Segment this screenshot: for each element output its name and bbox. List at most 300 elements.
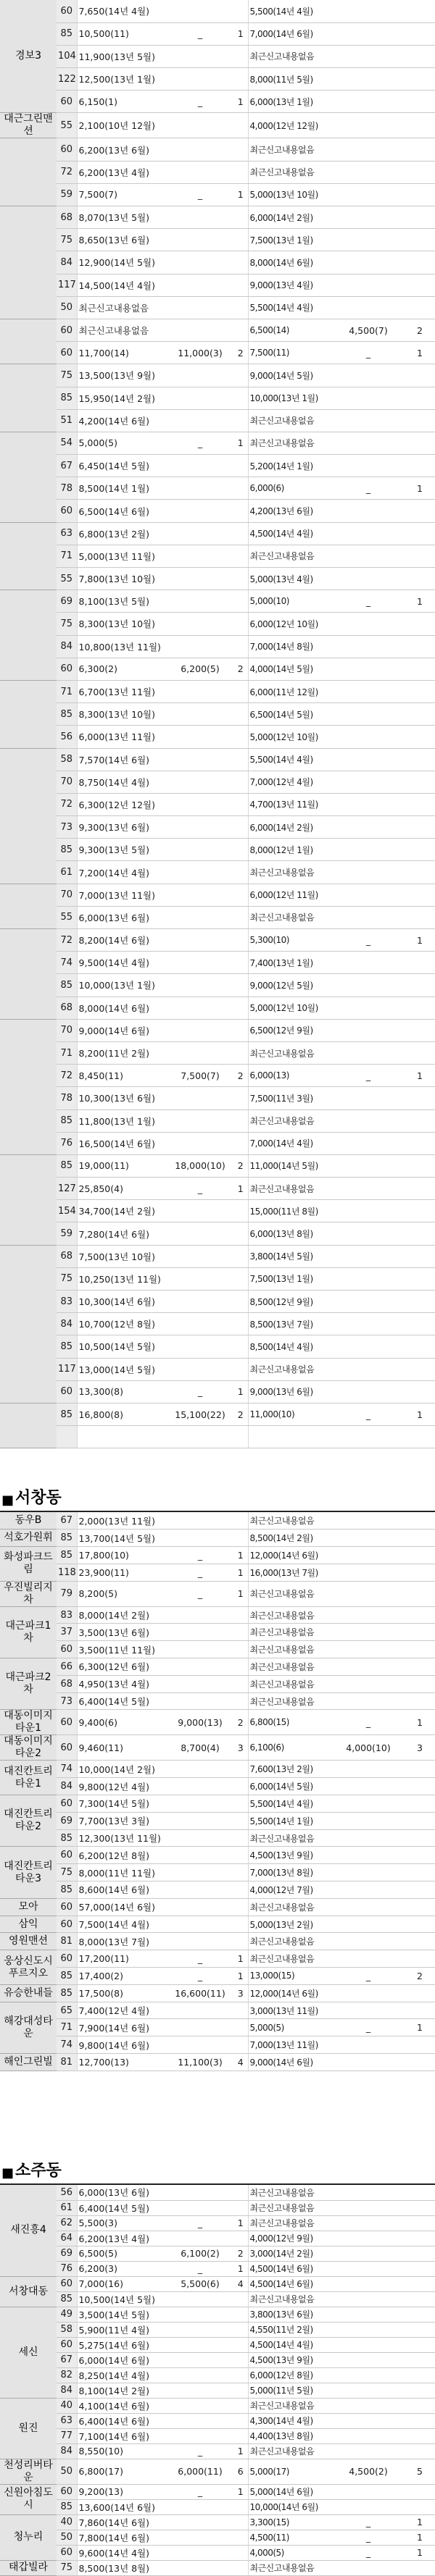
sale-low-cell [167,2231,233,2246]
lease-price-cell: 최근신고내용없음 [248,2398,332,2413]
sale-price-cell: 11,700(14) [77,342,167,364]
sale-price-cell: 5,500(3) [77,2215,167,2231]
complex-name: 대근파크1차 [0,1606,57,1658]
sale-price-cell: 23,900(11) [77,1564,167,1581]
sale-low-cell [167,409,233,432]
sale-price-cell: 7,500(7) [77,183,167,206]
complex-name: 우진빌리지차 [0,1581,57,1606]
lease-low-cell [332,1178,405,1200]
area-cell: 85 [57,1109,77,1132]
sale-low-cell: 6,000(11) [167,2459,233,2484]
lease-price-cell: 5,000(12년 10월) [248,997,332,1019]
sale-count-cell [233,1692,248,1710]
table-row [0,1658,435,1676]
lease-price-cell: 7,000(14년 4월) [248,1132,332,1154]
lease-price-cell: 5,300(10) [248,929,332,952]
sale-low-cell [167,1606,233,1624]
lease-count-cell: 1 [405,2019,435,2036]
area-cell: 84 [57,1778,77,1795]
lease-price-cell: 6,800(15) [248,1710,332,1735]
sale-count-cell [233,1426,248,1448]
lease-count-cell [405,2560,435,2575]
table-row [0,2307,435,2322]
lease-low-cell [332,296,405,319]
lease-low-cell [332,816,405,839]
sale-count-cell [233,997,248,1019]
lease-price-cell: 10,000(13년 1월) [248,387,332,409]
table-row [0,1864,435,1881]
sale-count-cell: 1 [233,1547,248,1564]
section-seochang [0,1474,435,2071]
lease-low-cell [332,1933,405,1950]
sale-price-cell: 최근신고내용없음 [77,319,167,341]
sale-low-cell: 11,000(3) [167,342,233,364]
lease-count-cell [405,2215,435,2231]
complex-name [0,929,57,1020]
sale-price-cell: 34,700(14년 2월) [77,1200,167,1222]
area-cell: 68 [57,997,77,1019]
sale-low-cell [167,0,233,22]
sale-count-cell [233,861,248,884]
sale-count-cell [233,2019,248,2036]
sale-low-cell [167,2413,233,2428]
sale-low-cell: _ [167,1950,233,1968]
lease-price-cell: 6,100(6) [248,1735,332,1761]
table-row [0,455,435,477]
sale-count-cell [233,477,248,500]
sale-low-cell [167,2002,233,2019]
sale-count-cell: 6 [233,2459,248,2484]
lease-count-cell [405,2322,435,2337]
lease-low-cell [332,2185,405,2200]
lease-price-cell: 최근신고내용없음 [248,1358,332,1380]
sale-price-cell: 7,000(16) [77,2276,167,2291]
sale-low-cell [167,1041,233,1064]
lease-low-cell [332,138,405,161]
sale-count-cell [233,2036,248,2054]
lease-low-cell [332,952,405,974]
area-cell: 78 [57,477,77,500]
sale-price-cell: 13,600(14년 6월) [77,2499,167,2514]
lease-count-cell [405,91,435,113]
table-row [0,1087,435,1109]
lease-count-cell [405,2231,435,2246]
sale-price-cell: 8,300(13년 10월) [77,613,167,635]
sale-count-cell [233,45,248,67]
sale-price-cell: 9,800(12년 4월) [77,1778,167,1795]
sale-price-cell: 6,000(13년 6월) [77,906,167,928]
sale-low-cell [167,500,233,522]
table-row [0,161,435,183]
sale-count-cell [233,455,248,477]
lease-low-cell [332,1041,405,1064]
sale-low-cell [167,1864,233,1881]
lease-count-cell [405,1564,435,1581]
sale-price-cell: 17,200(11) [77,1950,167,1968]
lease-price-cell: 최근신고내용없음 [248,906,332,928]
sale-count-cell [233,974,248,997]
table-row [0,2484,435,2499]
complex-name [0,522,57,590]
lease-low-cell [332,1658,405,1676]
sale-price-cell: 10,250(13년 11월) [77,1267,167,1290]
lease-price-cell: 4,500(14년 6월) [248,2276,332,2291]
lease-count-cell [405,2337,435,2352]
lease-count-cell: 2 [405,1968,435,1985]
sale-count-cell: 1 [233,1380,248,1403]
sale-price-cell [77,1426,167,1448]
lease-low-cell [332,793,405,815]
complex-name: 동우B [0,1512,57,1530]
table-row [0,342,435,364]
sale-count-cell [233,409,248,432]
sale-low-cell [167,1512,233,1530]
lease-low-cell: _ [332,1968,405,1985]
area-cell: 55 [57,906,77,928]
sale-price-cell: 6,300(12년 6월) [77,1658,167,1676]
lease-low-cell [332,2367,405,2383]
lease-price-cell: 10,000(14년 6월) [248,2499,332,2514]
area-cell: 59 [57,183,77,206]
area-cell: 84 [57,635,77,658]
sale-low-cell [167,974,233,997]
lease-price-cell: 5,000(12년 10월) [248,726,332,748]
sale-price-cell: 6,700(13년 11월) [77,680,167,702]
lease-price-cell: 13,000(15) [248,1968,332,1985]
area-cell: 61 [57,861,77,884]
complex-name: 천성리버타운 [0,2459,57,2484]
area-cell: 69 [57,2246,77,2261]
sale-low-cell [167,1087,233,1109]
sale-price-cell: 7,650(14년 4월) [77,0,167,22]
lease-low-cell [332,2246,405,2261]
sale-price-cell: 8,750(14년 4월) [77,771,167,793]
area-cell: 60 [57,1380,77,1403]
lease-price-cell: 6,500(12년 9월) [248,1019,332,1041]
lease-price-cell: 12,000(14년 6월) [248,1547,332,1564]
lease-count-cell [405,2261,435,2276]
area-cell: 65 [57,2002,77,2019]
lease-count-cell [405,906,435,928]
lease-low-cell [332,455,405,477]
sale-low-cell [167,929,233,952]
table-row [0,91,435,113]
area-cell: 75 [57,1864,77,1881]
table-row [0,2530,435,2545]
lease-count-cell [405,1222,435,1245]
area-cell: 60 [57,1916,77,1933]
table-row [0,1530,435,1547]
sale-low-cell [167,613,233,635]
area-cell: 72 [57,1065,77,1087]
sale-count-cell [233,771,248,793]
table-row [0,1380,435,1403]
sale-low-cell [167,2200,233,2215]
sale-low-cell [167,906,233,928]
table-row [0,1847,435,1864]
sale-price-cell: 7,400(12년 4월) [77,2002,167,2019]
area-cell: 78 [57,1087,77,1109]
area-cell: 84 [57,2443,77,2459]
sale-count-cell [233,2560,248,2575]
sale-low-cell [167,748,233,771]
sale-count-cell: 1 [233,432,248,454]
lease-low-cell [332,884,405,906]
lease-count-cell [405,138,435,161]
sale-count-cell [233,748,248,771]
area-cell: 83 [57,1606,77,1624]
lease-low-cell [332,2276,405,2291]
area-cell: 50 [57,2530,77,2545]
sale-price-cell: 10,500(11) [77,22,167,45]
sale-low-cell [167,1245,233,1267]
sale-price-cell: 7,900(14년 6월) [77,2019,167,2036]
sale-count-cell [233,2322,248,2337]
lease-price-cell: 7,600(13년 2월) [248,1761,332,1778]
lease-price-cell: 11,000(14년 5월) [248,1154,332,1177]
lease-count-cell [405,229,435,251]
sale-low-cell [167,1335,233,1358]
sale-count-cell [233,500,248,522]
sale-price-cell: 4,200(14년 6월) [77,409,167,432]
sale-low-cell [167,1795,233,1813]
lease-low-cell [332,1245,405,1267]
sale-count-cell: 2 [233,1065,248,1087]
sale-price-cell: 12,900(14년 5월) [77,251,167,274]
lease-price-cell: 6,000(13) [248,1065,332,1087]
lease-count-cell [405,1335,435,1358]
lease-price-cell: 5,000(10) [248,590,332,613]
sale-low-cell [167,2545,233,2560]
lease-low-cell [332,2291,405,2307]
lease-count-cell [405,635,435,658]
table-row [0,432,435,454]
lease-low-cell [332,206,405,229]
table-row [0,1403,435,1425]
complex-name: 대근그린맨션 [0,113,57,138]
section-heading [0,1474,435,1512]
lease-low-cell: _ [332,1710,405,1735]
lease-low-cell [332,229,405,251]
lease-price-cell: 8,000(14년 6월) [248,251,332,274]
table-row [0,1547,435,1564]
lease-low-cell [332,1761,405,1778]
lease-price-cell: 최근신고내용없음 [248,2215,332,2231]
lease-low-cell [332,1950,405,1968]
table-row [0,1898,435,1916]
lease-price-cell: 5,500(14년 4월) [248,1795,332,1813]
area-cell: 60 [57,1735,77,1761]
lease-price-cell: 4,500(13년 9월) [248,1847,332,1864]
sale-low-cell [167,296,233,319]
sale-count-cell [233,1761,248,1778]
sale-count-cell [233,364,248,387]
sale-low-cell [167,726,233,748]
table-row [0,1950,435,1968]
table-row [0,45,435,67]
table-row [0,2459,435,2484]
table-row [0,1358,435,1380]
lease-low-cell [332,2560,405,2575]
sale-count-cell [233,545,248,567]
sale-price-cell: 19,000(11) [77,1154,167,1177]
sale-count-cell [233,1864,248,1881]
complex-name [0,319,57,364]
sale-price-cell: 10,300(14년 6월) [77,1291,167,1313]
table-row [0,319,435,341]
complex-name: 대진칸트리타운1 [0,1761,57,1795]
lease-low-cell [332,22,405,45]
sale-low-cell [167,1530,233,1547]
sale-price-cell: 4,100(14년 6월) [77,2398,167,2413]
area-cell: 85 [57,839,77,861]
lease-count-cell [405,2002,435,2019]
lease-low-cell [332,1778,405,1795]
lease-low-cell [332,1864,405,1881]
sale-price-cell: 3,500(13년 6월) [77,1624,167,1641]
area-cell: 60 [57,1950,77,1968]
complex-name: 화성파크드림 [0,1547,57,1582]
table-row [0,1710,435,1735]
complex-name: 모아 [0,1898,57,1916]
sale-price-cell: 17,400(2) [77,1968,167,1985]
table-row [0,2246,435,2261]
sale-low-cell [167,1778,233,1795]
sale-price-cell: 8,100(13년 5월) [77,590,167,613]
lease-price-cell: 최근신고내용없음 [248,1581,332,1606]
complex-name: 해강대성타운 [0,2002,57,2053]
lease-count-cell [405,522,435,545]
lease-price-cell: 6,000(14년 2월) [248,816,332,839]
sale-price-cell: 9,800(14년 6월) [77,2036,167,2054]
complex-name: 대근파크2차 [0,1658,57,1710]
table-row [0,1624,435,1641]
lease-count-cell [405,432,435,454]
lease-count-cell [405,2307,435,2322]
sale-low-cell: _ [167,2261,233,2276]
lease-low-cell [332,2200,405,2215]
sale-count-cell: 1 [233,2484,248,2499]
sale-count-cell [233,1641,248,1658]
sale-count-cell [233,1881,248,1899]
sale-price-cell: 6,300(12년 12월) [77,793,167,815]
sale-price-cell: 6,300(2) [77,658,167,680]
area-cell: 75 [57,613,77,635]
lease-count-cell [405,1864,435,1881]
square-bullet-icon: ■ [1,1493,14,1508]
lease-price-cell: 6,500(14) [248,319,332,341]
price-table [0,1512,435,2071]
lease-low-cell [332,1109,405,1132]
area-cell: 84 [57,1313,77,1335]
table-row [0,1245,435,1267]
sale-low-cell [167,2036,233,2054]
sale-low-cell: 11,100(3) [167,2054,233,2071]
lease-low-cell [332,703,405,726]
lease-count-cell [405,2352,435,2367]
lease-price-cell: 4,200(13년 6월) [248,500,332,522]
sale-price-cell: 6,000(13년 6월) [77,2185,167,2200]
table-row [0,183,435,206]
lease-count-cell [405,2443,435,2459]
lease-low-cell [332,1641,405,1658]
lease-count-cell [405,2428,435,2443]
lease-price-cell: 6,000(12년 8월) [248,2367,332,2383]
sale-price-cell: 8,000(13년 7월) [77,1933,167,1950]
table-row [0,1606,435,1624]
lease-price-cell: 최근신고내용없음 [248,2200,332,2215]
table-row [0,522,435,545]
lease-low-cell [332,2337,405,2352]
sale-count-cell [233,1019,248,1041]
sale-low-cell [167,1761,233,1778]
sale-price-cell: 6,500(5) [77,2246,167,2261]
lease-price-cell: 15,000(11년 8월) [248,1200,332,1222]
sale-count-cell [233,1812,248,1829]
sale-price-cell: 14,500(14년 4월) [77,274,167,296]
sale-count-cell [233,251,248,274]
sale-count-cell [233,1675,248,1692]
sale-price-cell: 6,200(12년 8월) [77,1847,167,1864]
area-cell: 55 [57,113,77,138]
sale-price-cell: 최근신고내용없음 [77,296,167,319]
sale-price-cell: 7,000(13년 11월) [77,884,167,906]
lease-price-cell: 4,700(13년 11월) [248,793,332,815]
sale-low-cell: 5,500(6) [167,2276,233,2291]
sale-count-cell [233,2514,248,2530]
area-cell: 81 [57,1933,77,1950]
lease-price-cell: 4,500(11) [248,2530,332,2545]
sale-count-cell [233,793,248,815]
lease-price-cell: 9,000(13년 4월) [248,274,332,296]
lease-count-cell [405,1829,435,1847]
area-cell: 118 [57,1564,77,1581]
lease-count-cell [405,1200,435,1222]
area-cell: 85 [57,1829,77,1847]
lease-price-cell: 4,300(14년 4월) [248,2413,332,2428]
table-row [0,974,435,997]
lease-price-cell: 최근신고내용없음 [248,1692,332,1710]
table-row [0,1291,435,1313]
sale-count-cell [233,161,248,183]
lease-count-cell: 1 [405,1403,435,1425]
lease-price-cell: 6,000(14년 2월) [248,206,332,229]
table-row [0,861,435,884]
lease-low-cell [332,2398,405,2413]
sale-low-cell [167,138,233,161]
lease-price-cell: 8,000(11년 5월) [248,68,332,91]
lease-count-cell [405,1778,435,1795]
lease-price-cell: 4,000(5) [248,2545,332,2560]
area-cell: 60 [57,2484,77,2499]
sale-price-cell: 8,600(14년 6월) [77,1881,167,1899]
sale-price-cell: 2,100(10년 12월) [77,113,167,138]
lease-count-cell [405,748,435,771]
lease-price-cell: 5,500(14년 4월) [248,296,332,319]
lease-count-cell [405,500,435,522]
area-cell: 66 [57,1658,77,1676]
area-cell: 60 [57,1795,77,1813]
lease-low-cell [332,409,405,432]
sale-count-cell: 2 [233,658,248,680]
lease-low-cell [332,635,405,658]
lease-count-cell [405,1426,435,1448]
complex-name: 웅상신도시푸르지오 [0,1950,57,1985]
sale-price-cell: 8,650(13년 6월) [77,229,167,251]
table-row [0,1761,435,1778]
table-row [0,2443,435,2459]
lease-price-cell: 3,000(14년 2월) [248,2246,332,2261]
